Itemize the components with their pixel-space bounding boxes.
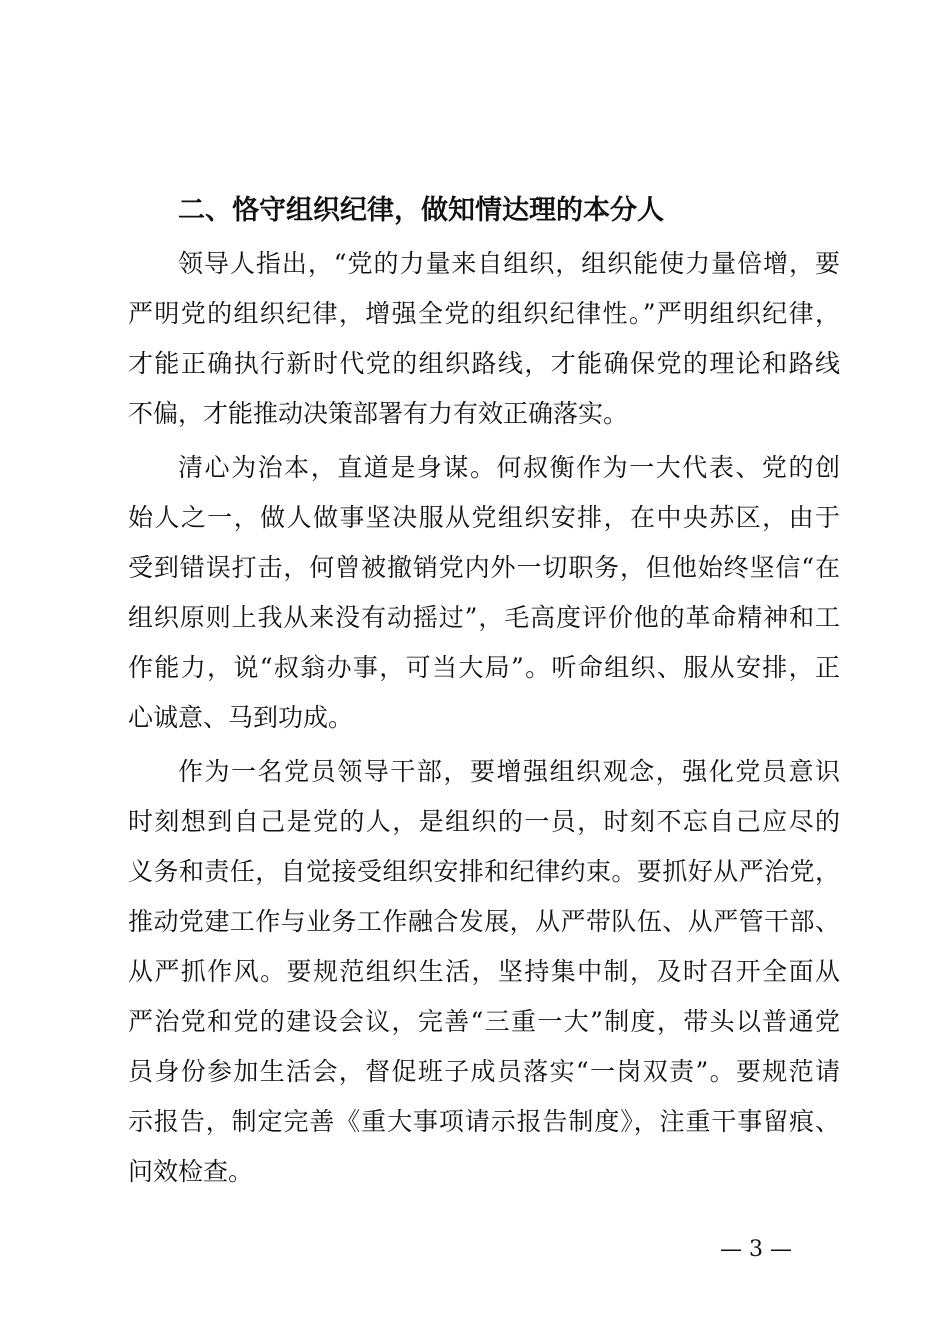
paragraph-1 xyxy=(128,239,840,439)
paragraph-line: 受到错误打击，何曾被撤销党内外一切职务，但他始终坚信“在 xyxy=(128,553,840,582)
paragraph-line: 始人之一，做人做事坚决服从党组织安排，在中央苏区，由于 xyxy=(128,503,840,532)
paragraph-line: 清心为治本，直道是身谋。何叔衡作为一大代表、党的创 xyxy=(178,453,840,482)
paragraph-3 xyxy=(128,747,840,1197)
paragraph-line: 严治党和党的建设会议，完善“三重一大”制度，带头以普通党 xyxy=(128,1007,840,1036)
paragraph-line: 示报告，制定完善《重大事项请示报告制度》，注重干事留痕、 xyxy=(128,1107,840,1136)
paragraph-line: 领导人指出，“党的力量来自组织，组织能使力量倍增，要 xyxy=(178,249,840,278)
paragraph-line: 义务和责任，自觉接受组织安排和纪律约束。要抓好从严治党， xyxy=(128,857,840,886)
paragraph-line: 员身份参加生活会，督促班子成员落实“一岗双责”。要规范请 xyxy=(128,1057,840,1086)
page-number: — 3 — xyxy=(720,1237,792,1262)
paragraph-line: 从严抓作风。要规范组织生活，坚持集中制，及时召开全面从 xyxy=(128,957,840,986)
paragraph-line: 问效检查。 xyxy=(128,1157,254,1186)
paragraph-line: 推动党建工作与业务工作融合发展，从严带队伍、从严管干部、 xyxy=(128,907,840,936)
paragraph-line: 才能正确执行新时代党的组织路线，才能确保党的理论和路线 xyxy=(128,349,840,378)
paragraph-line: 不偏，才能推动决策部署有力有效正确落实。 xyxy=(128,399,629,428)
paragraph-line: 严明党的组织纪律，增强全党的组织纪律性。”严明组织纪律， xyxy=(128,299,840,328)
paragraph-line: 心诚意、马到功成。 xyxy=(128,703,354,732)
document-body xyxy=(128,186,840,1201)
paragraph-line: 组织原则上我从来没有动摇过”，毛高度评价他的革命精神和工 xyxy=(128,603,840,632)
paragraph-line: 作为一名党员领导干部，要增强组织观念，强化党员意识 xyxy=(178,757,840,786)
paragraph-2 xyxy=(128,443,840,743)
paragraph-line: 作能力，说“叔翁办事，可当大局”。听命组织、服从安排，正 xyxy=(128,653,840,682)
paragraph-line: 时刻想到自己是党的人，是组织的一员，时刻不忘自己应尽的 xyxy=(128,807,840,836)
section-heading: 二、恪守组织纪律，做知情达理的本分人 xyxy=(178,195,664,226)
